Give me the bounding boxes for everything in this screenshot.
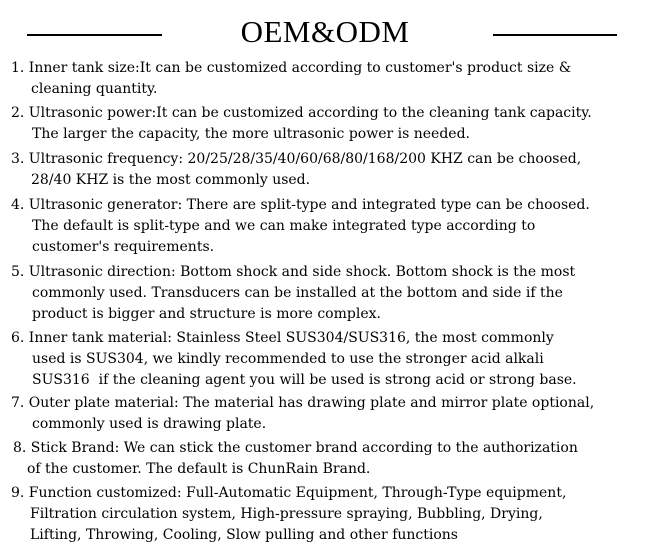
list-item-line: 9. Function customized: Full-Automatic Equipment, Through-Type equipment, [11, 485, 567, 501]
list-item-line: commonly used. Transducers can be installed at the bottom and side if the [32, 285, 563, 301]
list-item-line: of the customer. The default is ChunRain Brand. [27, 461, 371, 477]
list-item-line: used is SUS304, we kindly recommended to use the stronger acid alkali [32, 351, 544, 367]
list-item-line: 4. Ultrasonic generator: There are split-type and integrated type can be choosed. [11, 197, 590, 213]
list-item-line: 2. Ultrasonic power:It can be customized according to the cleaning tank capacity. [11, 105, 592, 121]
list-item-line: SUS316 if the cleaning agent you will be used is strong acid or strong base. [32, 372, 577, 388]
header [0, 0, 650, 60]
title-rule-right [493, 34, 617, 36]
list-item-line: commonly used is drawing plate. [32, 416, 267, 432]
list-item-line: 8. Stick Brand: We can stick the customer brand according to the authorization [13, 440, 578, 456]
list-item-line: The larger the capacity, the more ultrasonic power is needed. [32, 126, 470, 142]
list-item-line: Filtration circulation system, High-pressure spraying, Bubbling, Drying, [30, 506, 543, 522]
page-title: OEM&ODM [240, 14, 410, 49]
list-item-line: 1. Inner tank size:It can be customized according to customer's product size & [11, 60, 572, 76]
list-item-line: 28/40 KHZ is the most commonly used. [31, 172, 311, 188]
list-item-line: 6. Inner tank material: Stainless Steel SUS304/SUS316, the most commonly [11, 330, 554, 346]
list-item-line: Lifting, Throwing, Cooling, Slow pulling and other functions [30, 527, 458, 543]
list-item-line: 5. Ultrasonic direction: Bottom shock and side shock. Bottom shock is the most [11, 264, 576, 280]
list-item-line: The default is split-type and we can make integrated type according to [32, 218, 536, 234]
list-item-line: customer's requirements. [32, 239, 215, 255]
list-item-line: cleaning quantity. [31, 81, 158, 97]
list-item-line: 3. Ultrasonic frequency: 20/25/28/35/40/60/68/80/168/200 KHZ can be choosed, [11, 151, 582, 167]
list-item-line: product is bigger and structure is more complex. [32, 306, 381, 322]
list-item-line: 7. Outer plate material: The material has drawing plate and mirror plate optional, [11, 395, 595, 411]
